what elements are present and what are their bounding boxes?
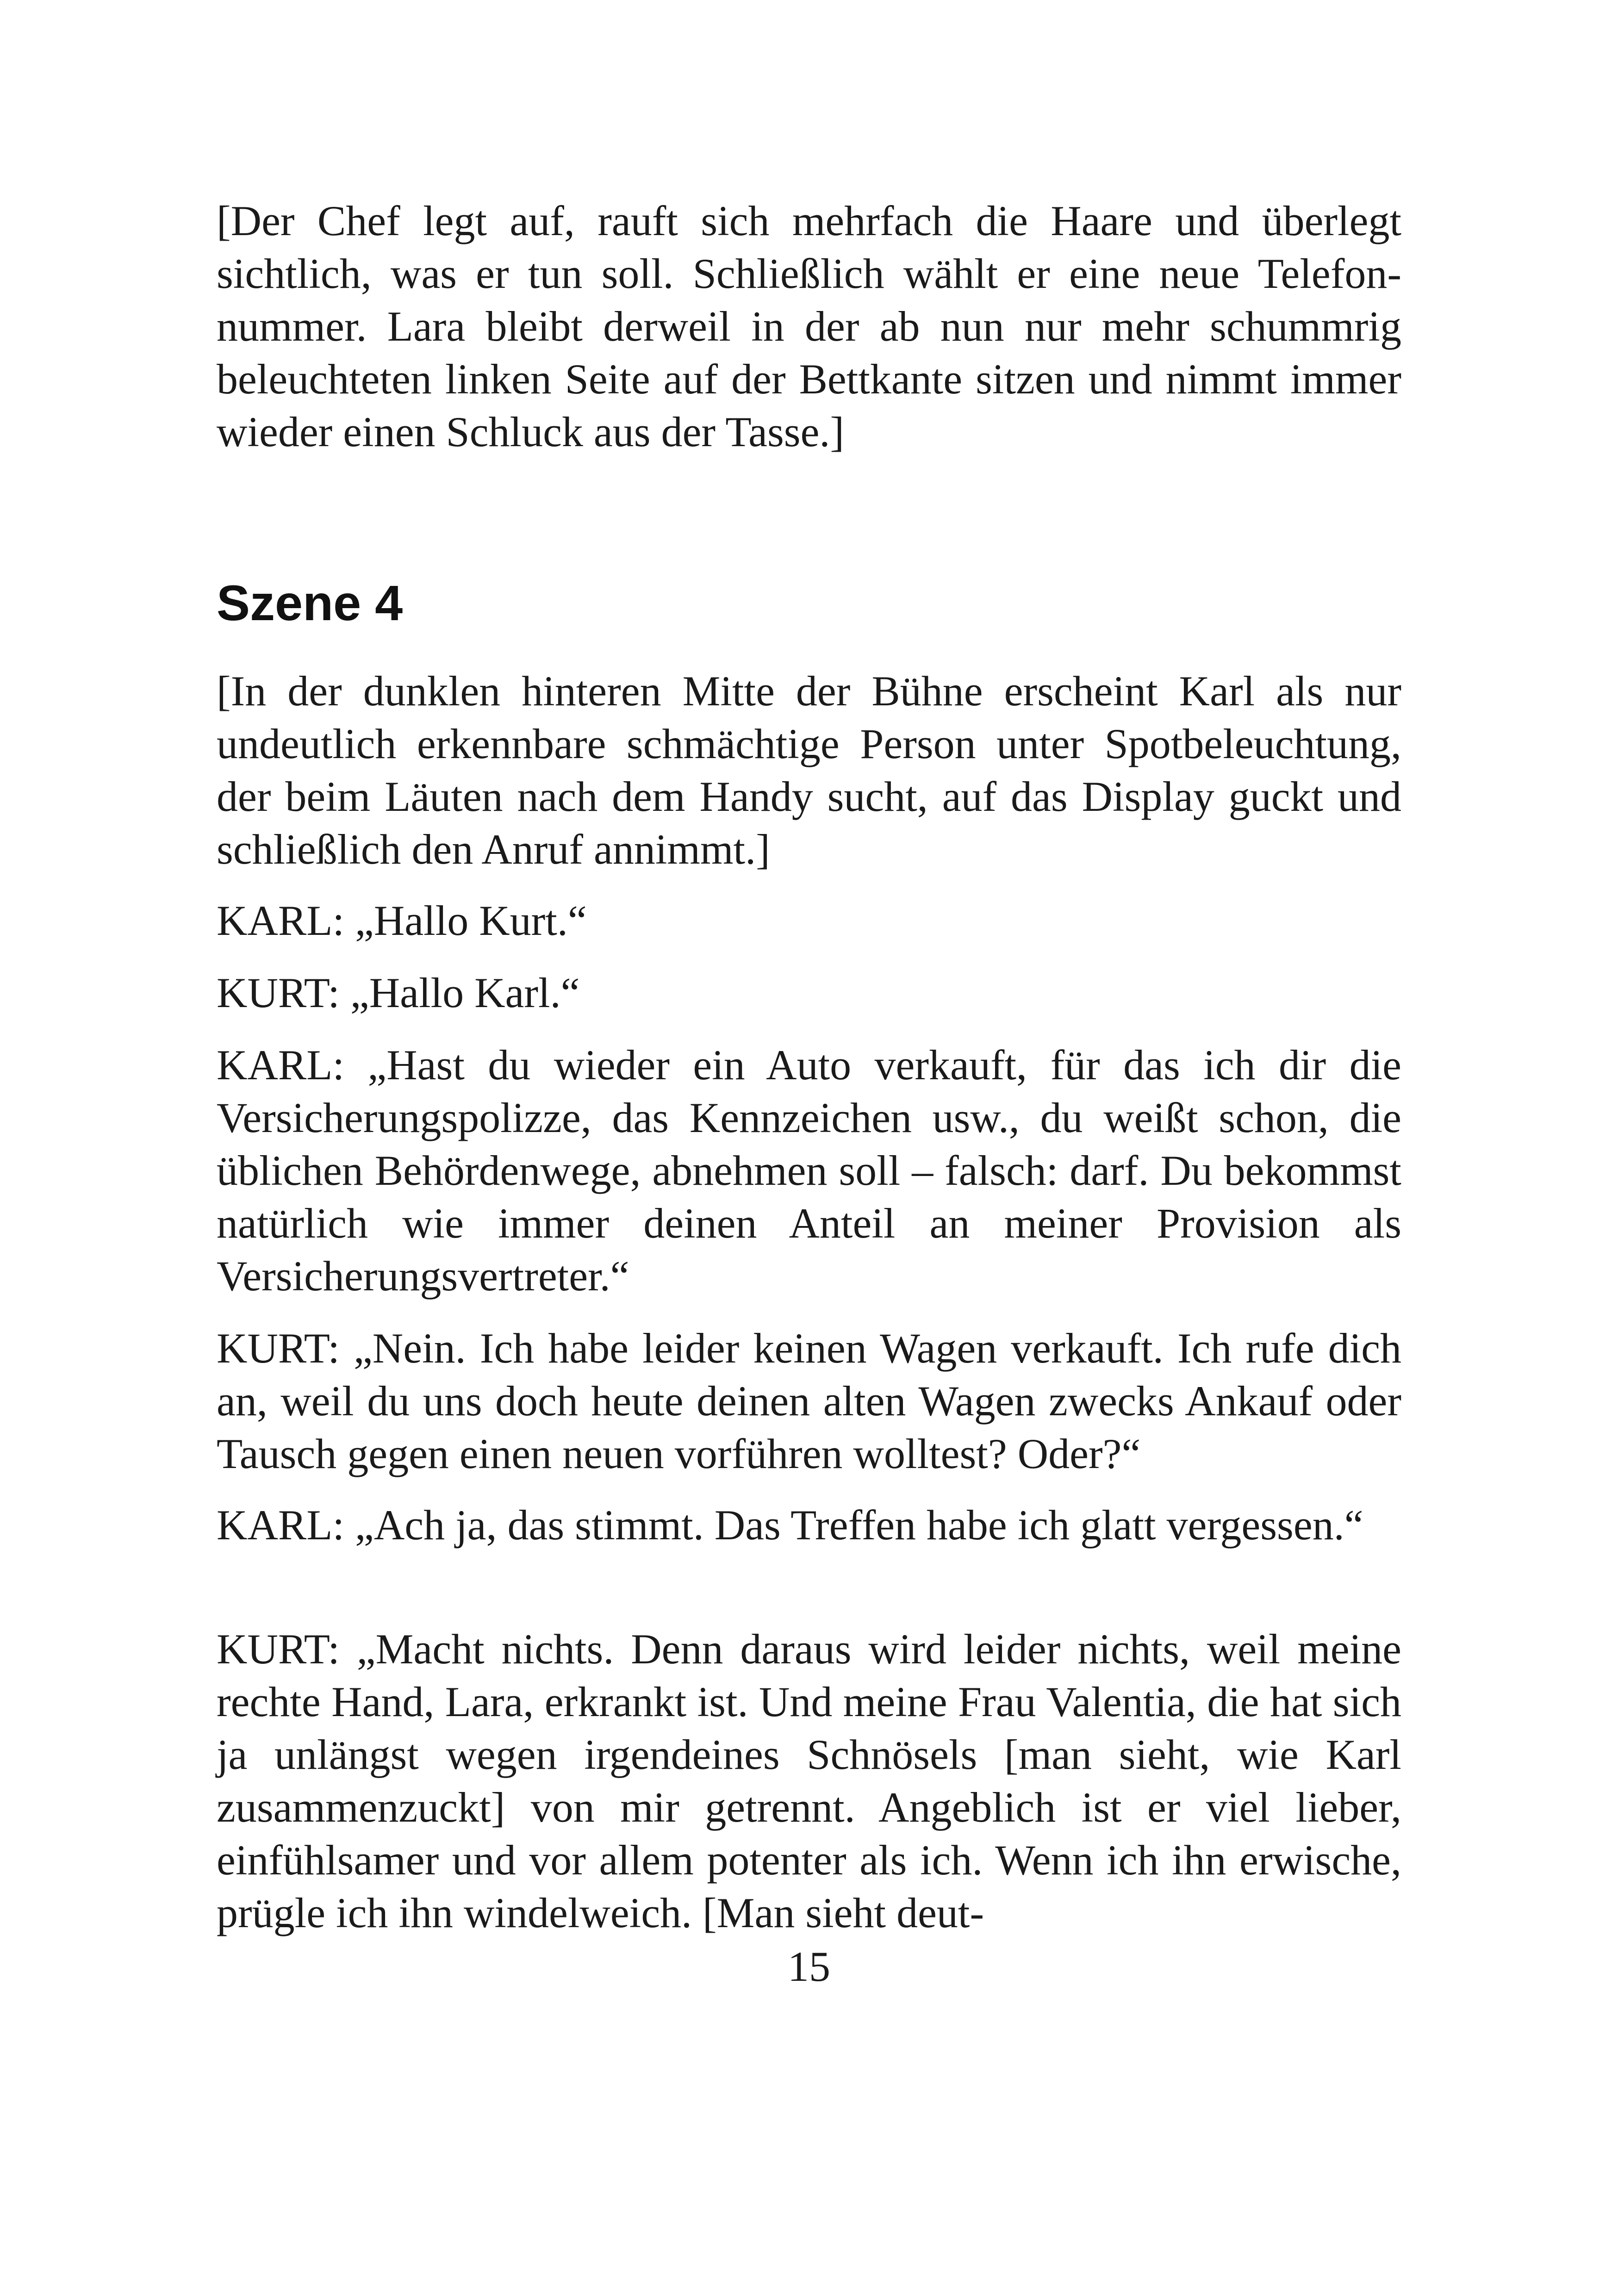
page-number: 15 <box>788 1943 830 1990</box>
dialogue-line: KARL: „Hallo Kurt.“ <box>217 897 587 944</box>
stage-direction-intro: [Der Chef legt auf, rauft sich mehrfach die Haare und überlegt sichtlich, was er tun soll. Schließlich wählt er eine neue Telefonnummer. Lara bleibt derweil in der ab nun nur mehr schummrig beleuchteten linken Seite auf der Bettkante sitzen und nimmt immer wieder einen Schluck aus der Tasse.] <box>217 197 1401 455</box>
dialogue-line: KARL: „Hast du wieder ein Auto verkauft, für das ich dir die Versicherungspolizze, das Kennzeichen usw., du weißt schon, die üblichen Behördenwege, abnehmen soll – falsch: darf. Du bekommst natürlich wie immer deinen Anteil an meiner Provision als Versicherungsvertreter.“ <box>217 1041 1401 1300</box>
stage-direction-scene: [In der dunklen hinteren Mitte der Bühne erscheint Karl als nur undeutlich erkennbare schmächtige Person unter Spotbeleuchtung, der beim Läuten nach dem Handy sucht, auf das Display guckt und schließlich den Anruf annimmt.] <box>217 667 1401 873</box>
scene-heading: Szene 4 <box>217 575 403 631</box>
dialogue-line: KURT: „Macht nichts. Denn daraus wird leider nichts, weil meine rechte Hand, Lara, erkrankt ist. Und meine Frau Valentia, die hat sich ja unlängst wegen irgendeines Schnösels [man sieht, wie Karl zusammenzuckt] von mir getrennt. Angeblich ist er viel lieber, einfühlsamer und vor allem potenter als ich. Wenn ich ihn erwische, prügle ich ihn windelweich. [Man sieht deut- <box>217 1625 1401 1936</box>
dialogue-line: KURT: „Hallo Karl.“ <box>217 969 580 1016</box>
dialogue-line: KARL: „Ach ja, das stimmt. Das Treffen habe ich glatt vergessen.“ <box>217 1501 1363 1549</box>
dialogue-line: KURT: „Nein. Ich habe leider keinen Wagen verkauft. Ich rufe dich an, weil du uns doch heute deinen alten Wagen zwecks Ankauf oder Tausch gegen einen neuen vorführen wolltest? Oder?“ <box>217 1325 1401 1477</box>
